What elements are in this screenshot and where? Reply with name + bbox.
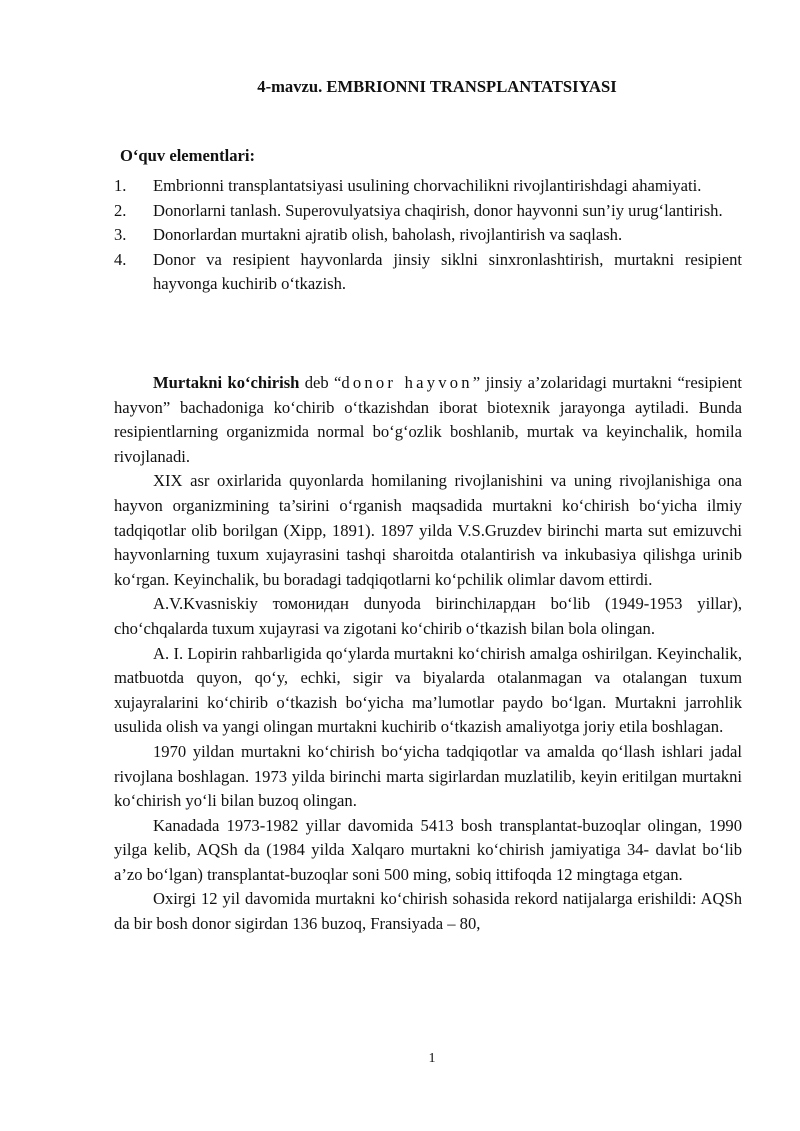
paragraph: Oxirgi 12 yil davomida murtakni ko‘chirish sohasida rekord natijalarga erishildi: AQSh da bir bosh donor sigirdan 136 buzoq, Fransiyada – 80, xyxy=(114,889,742,934)
body-text xyxy=(114,371,742,937)
section-heading: O‘quv elementlari: xyxy=(120,146,256,165)
paragraph: Kanadada 1973-1982 yillar davomida 5413 bosh transplantat-buzoqlar olingan, 1990 yilga kelib, AQSh da (1984 yilda Xalqaro murtakni ko‘chirish jamiyatiga 34- davlat bo‘lib a’zo bo‘lgan) transplantat-buzoqlar soni 500 ming, sobiq ittifoqda 12 mingtaga etgan. xyxy=(114,815,742,884)
list-item-number: 1. xyxy=(114,176,127,195)
paragraph: 1970 yildan murtakni ko‘chirish bo‘yicha tadqiqotlar va amalda qo‘llash ishlari jadal rivojlana boshlagan. 1973 yilda birinchi marta sigirlardan muzlatilib, keyin eritilgan murtakni ko‘chirish yo‘li bilan buzoq olingan. xyxy=(114,741,742,811)
paragraph-text: ” jinsiy a’zolaridagi murtakni “resipient hayvon” bachadoniga ko‘chirib o‘tkazishdan iborat biotexnik jarayonga aytiladi. Bunda resipientlarning organizmida normal bo‘g‘ozlik boshlanib, murtak va keyinchalik, homila rivojlanadi. xyxy=(114,373,742,466)
list-item xyxy=(114,223,742,248)
list-item-number: 4. xyxy=(114,249,127,269)
list-item-text: Donorlarni tanlash. Superovulyatsiya chaqirish, donor hayvonni sun’iy urug‘lantirish. xyxy=(153,200,723,220)
list-item-number: 3. xyxy=(114,225,127,245)
list-item-number: 2. xyxy=(114,200,127,220)
list-item xyxy=(114,199,742,224)
spaced-term: donor hayvon xyxy=(341,373,473,392)
list-item xyxy=(114,248,742,297)
paragraph: XIX asr oxirlarida quyonlarda homilaning rivojlanishini va uning rivojlanishiga ona hayvon organizmining ta’sirini o‘rganish maqsadida murtakni ko‘chirish bo‘yicha ilmiy tadqiqotlar olib borilgan (Xipp, 1891). 1897 yilda V.S.Gruzdev birinchi marta sut emizuvchi hayvonlarning tuxum xujayrasini tashqi sharoitda otalantirish va inkubasiya qilishga urinib ko‘rgan. Keyinchalik, bu boradagi tadqiqotlarni ko‘pchilik olimlar davom ettirdi. xyxy=(114,471,742,589)
paragraph xyxy=(114,371,742,469)
page-number: 1 xyxy=(428,1051,436,1066)
list-item-text: Embrionni transplantatsiyasi usulining chorvachilikni rivojlantirishdagi ahamiyati. xyxy=(153,176,702,195)
learning-elements-list xyxy=(114,174,742,297)
paragraph: A.V.Kvasniskiy томонидан dunyoda birinchiлардан bo‘lib (1949-1953 yillar), cho‘chqalarda tuxum xujayrasi va zigotani ko‘chirib o‘tkazish bilan bola olingan. xyxy=(114,594,742,638)
page-title: 4-mavzu. EMBRIONNI TRANSPLANTATSIYASI xyxy=(257,77,617,96)
list-item-text: Donor va resipient hayvonlarda jinsiy siklni sinxronlashtirish, murtakni resipient hayvonga kuchirib o‘tkazish. xyxy=(153,249,742,294)
paragraph-text: deb “ xyxy=(299,373,342,392)
paragraph: A. I. Lopirin rahbarligida qo‘ylarda murtakni ko‘chirish amalga oshirilgan. Keyinchalik, matbuotda quyon, qo‘y, echki, sigir va biyalarda otalanmagan va otalangan tuxum xujayralarini ko‘chirib o‘tkazish bo‘yicha ma’lumotlar paydo bo‘lgan. Murtakni jarrohlik usulida olish va yangi olingan murtakni kuchirib o‘tkazish amaliyotga joriy etila boshlagan. xyxy=(114,643,742,737)
list-item-text: Donorlardan murtakni ajratib olish, baholash, rivojlantirish va saqlash. xyxy=(153,225,623,245)
list-item xyxy=(114,174,742,199)
defined-term: Murtakni ko‘chirish xyxy=(153,373,300,392)
